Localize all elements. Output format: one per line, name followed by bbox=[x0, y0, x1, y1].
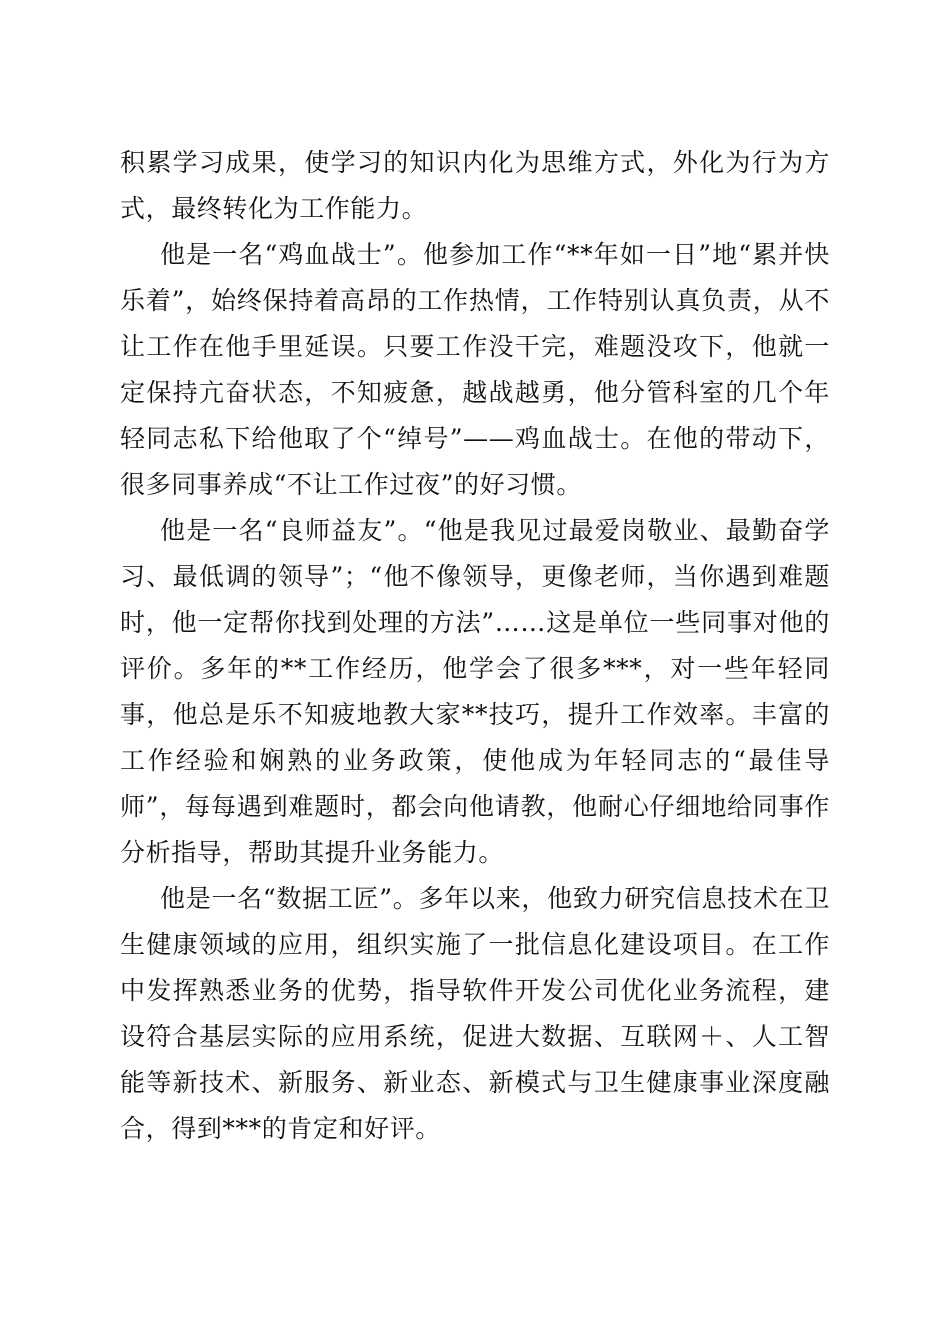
paragraph-continuation: 积累学习成果，使学习的知识内化为思维方式，外化为行为方式，最终转化为工作能力。 bbox=[120, 148, 830, 223]
paragraph-good-teacher-friend: 他是一名“良师益友”。“他是我见过最爱岗敬业、最勤奋学习、最低调的领导”；“他不像领导，更像老师，当你遇到难题时，他一定帮你找到处理的方法”……这是单位一些同事对他的评价。多年的**工作经历，他学会了很多***，对一些年轻同事，他总是乐不知疲地教大家**技巧，提升工作效率。丰富的工作经验和娴熟的业务政策，使他成为年轻同志的“最佳导师”，每每遇到难题时，都会向他请教，他耐心仔细地给同事作分析指导，帮助其提升业务能力。 bbox=[120, 516, 830, 867]
paragraph-data-craftsman: 他是一名“数据工匠”。多年以来，他致力研究信息技术在卫生健康领域的应用，组织实施了一批信息化建设项目。在工作中发挥熟悉业务的优势，指导软件开发公司优化业务流程，建设符合基层实际的应用系统，促进大数据、互联网＋、人工智能等新技术、新服务、新业态、新模式与卫生健康事业深度融合，得到***的肯定和好评。 bbox=[120, 884, 830, 1143]
document-page bbox=[120, 140, 830, 1152]
paragraph-chicken-blood-warrior: 他是一名“鸡血战士”。他参加工作“**年如一日”地“累并快乐着”，始终保持着高昂的工作热情，工作特别认真负责，从不让工作在他手里延误。只要工作没干完，难题没攻下，他就一定保持亢奋状态，不知疲惫，越战越勇，他分管科室的几个年轻同志私下给他取了个“绰号”——鸡血战士。在他的带动下，很多同事养成“不让工作过夜”的好习惯。 bbox=[120, 240, 830, 499]
